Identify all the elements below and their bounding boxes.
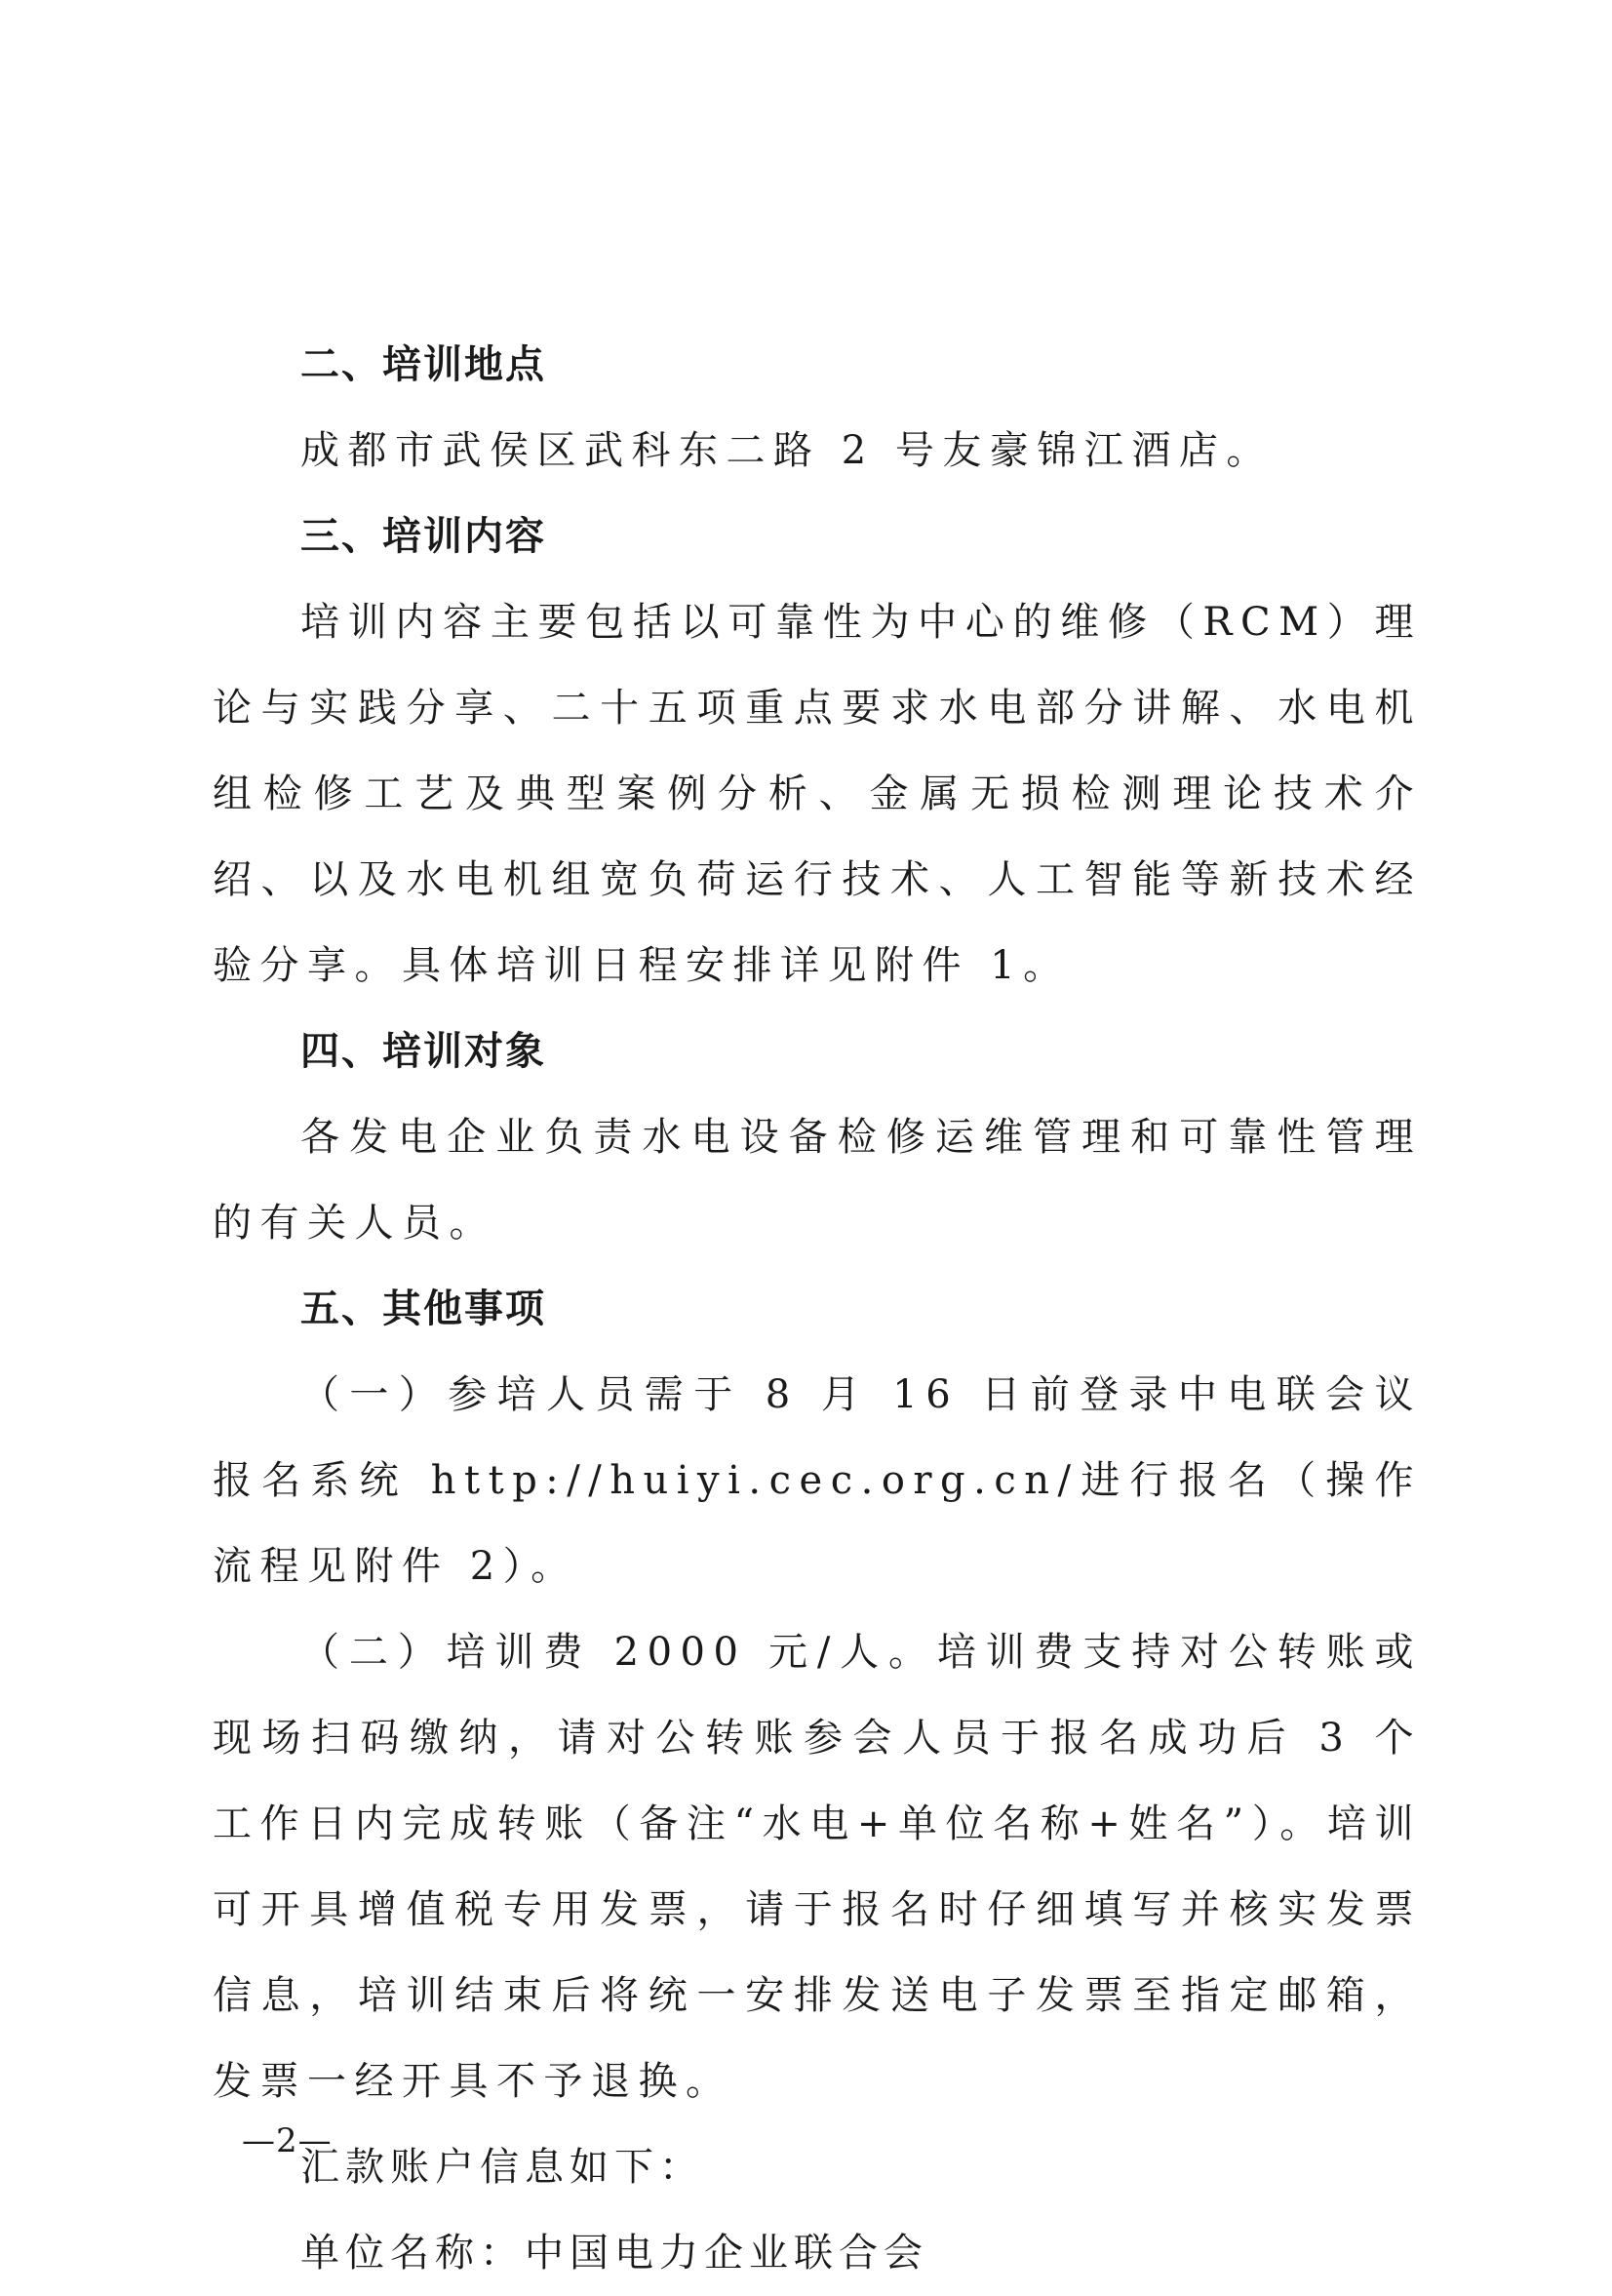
account-name: 单位名称：中国电力企业联合会 [300,2231,928,2276]
document-body [213,322,1422,2296]
heading-training-audience: 四、培训对象 [300,1029,546,1074]
paragraph-training-fee: （二）培训费 2000 元/人。培训费支持对公转账或现场扫码缴纳，请对公转账参会人员于报名成功后 3 个工作日内完成转账（备注“水电+单位名称+姓名”）。培训可开具增值税专用发票，请于报名时仔细填写并核实发票信息，培训结束后将统一安排发送电子发票至指定邮箱，发票一经开具不予退换。 [213,1630,1422,2104]
heading-other-matters: 五、其他事项 [300,1287,546,1331]
paragraph-training-content: 培训内容主要包括以可靠性为中心的维修（RCM）理论与实践分享、二十五项重点要求水电部分讲解、水电机组检修工艺及典型案例分析、金属无损检测理论技术介绍、以及水电机组宽负荷运行技术、人工智能等新技术经验分享。具体培训日程安排详见附件 1。 [213,600,1422,988]
paragraph-registration: （一）参培人员需于 8 月 16 日前登录中电联会议报名系统 http://huiyi.cec.org.cn/进行报名（操作流程见附件 2）。 [213,1372,1422,1589]
paragraph-training-location: 成都市武侯区武科东二路 2 号友豪锦江酒店。 [300,428,1274,473]
account-info-intro: 汇款账户信息如下： [300,2145,704,2190]
heading-training-content: 三、培训内容 [300,514,546,559]
page-number: —2— [242,2121,333,2160]
paragraph-training-audience: 各发电企业负责水电设备检修运维管理和可靠性管理的有关人员。 [213,1115,1422,1246]
heading-training-location: 二、培训地点 [300,342,546,387]
